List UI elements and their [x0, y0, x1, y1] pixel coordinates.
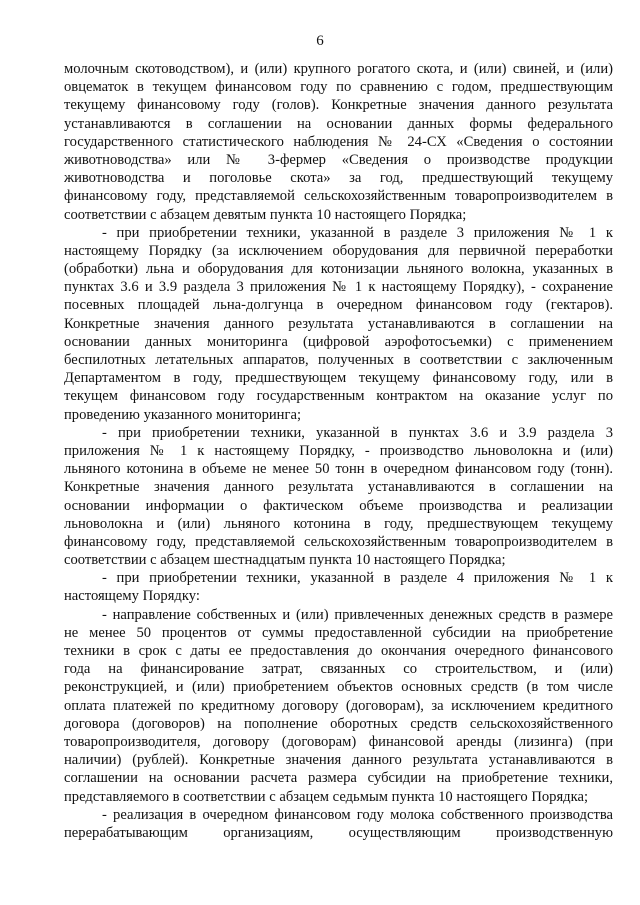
text-line: пунктах 3.6 и 3.9 раздела 3 приложения № 1 к настоящему Порядку), - сохранение: [64, 279, 613, 296]
text-line: - при приобретении техники, указанной в пунктах 3.6 и 3.9 раздела 3: [102, 424, 613, 441]
text-line: проведению указанного мониторинга;: [64, 406, 302, 423]
text-line: перерабатывающим организациям, осуществляющим производственную: [64, 824, 613, 841]
text-line: государственного статистического наблюдения № 24-СХ «Сведения о состоянии: [64, 133, 613, 150]
text-line: беспилотных летательных аппаратов, полученных в соответствии с заключенным: [64, 352, 613, 368]
text-line: финансовому году, представляемой сельскохозяйственным товаропроизводителем в: [64, 533, 613, 550]
text-line: договора (договоров) на пополнение оборотных средств сельскохозяйственного: [64, 715, 613, 732]
text-line: устанавливаются в соглашении на основании данных формы федерального: [64, 115, 613, 132]
text-line: соответствии с абзацем шестнадцатым пункта 10 настоящего Порядка;: [64, 552, 506, 569]
text-line: Департаментом в году, предшествующем текущему финансовому году, или в: [64, 370, 613, 387]
text-line: посевных площадей льна-долгунца в очередном финансовом году (гектаров).: [64, 297, 613, 314]
text-line: техники в срок с даты ее предоставления до окончания очередного финансового: [64, 643, 613, 659]
text-line: (обработки) льна и оборудования для котонизации льняного волокна, указанных в: [64, 261, 613, 278]
text-line: - направление собственных и (или) привлеченных денежных средств в размере: [102, 606, 613, 623]
page-number: 6: [316, 33, 324, 49]
text-line: оплата платежей по кредитному договору (договорам), за исключением кредитного: [64, 697, 613, 714]
text-line: животноводства и поголовье скота» за год, предшествующий текущему: [64, 170, 613, 187]
text-line: основании информации о фактическом объеме производства и реализации: [64, 497, 613, 514]
text-line: реконструкцией, и (или) приобретением объектов основных средств (в том числе: [64, 679, 613, 696]
text-line: Конкретные значения данного результата устанавливаются в соглашении на: [64, 479, 613, 496]
text-line: настоящему Порядку:: [64, 588, 200, 605]
document-body: [64, 60, 613, 842]
text-line: соответствии с абзацем девятым пункта 10 настоящего Порядка;: [64, 206, 467, 223]
text-line: товаропроизводителя, договору (договорам) финансовой аренды (лизинга) (при: [64, 733, 613, 750]
text-line: - реализация в очередном финансовом году молока собственного производства: [102, 806, 613, 823]
text-line: текущем финансовом году государственным контрактом на оказание услуг по: [64, 388, 613, 405]
text-line: соглашении на основании расчета размера субсидии на приобретение техники,: [64, 770, 613, 787]
text-line: льноволокна и (или) льняного котонина в году, предшествующем текущему: [64, 515, 613, 532]
text-line: представляемого в соответствии с абзацем седьмым пункта 10 настоящего Порядка;: [64, 788, 589, 805]
text-line: - при приобретении техники, указанной в разделе 4 приложения № 1 к: [102, 570, 613, 587]
text-line: Конкретные значения данного результата устанавливаются в соглашении на: [64, 315, 613, 332]
text-line: настоящему Порядку (за исключением оборудования для первичной переработки: [64, 242, 613, 259]
text-line: - при приобретении техники, указанной в разделе 3 приложения № 1 к: [102, 224, 613, 241]
text-line: наличии) (рублей). Конкретные значения данного результата устанавливаются в: [64, 752, 613, 769]
text-line: основании данных мониторинга (цифровой аэрофотосъемки) с применением: [64, 333, 613, 350]
text-line: овцематок в текущем финансовом году по сравнению с годом, предшествующим: [64, 79, 613, 96]
text-line: льняного котонина в объеме не менее 50 тонн в очередном финансовом году (тонн).: [64, 461, 613, 478]
text-line: приложения № 1 к настоящему Порядку, - производство льноволокна и (или): [64, 442, 613, 459]
text-line: года на финансирование затрат, связанных со строительством, и (или): [64, 661, 613, 678]
text-line: текущему финансовому году (голов). Конкретные значения данного результата: [64, 97, 613, 114]
text-line: животноводства» или № 3-фермер «Сведения о производстве продукции: [64, 151, 613, 168]
text-line: молочным скотоводством), и (или) крупного рогатого скота, и (или) свиней, и (или): [64, 61, 613, 77]
text-line: не менее 50 процентов от суммы предоставленной субсидии на приобретение: [64, 624, 613, 641]
text-line: финансовому году, представляемой сельскохозяйственным товаропроизводителем в: [64, 188, 613, 205]
